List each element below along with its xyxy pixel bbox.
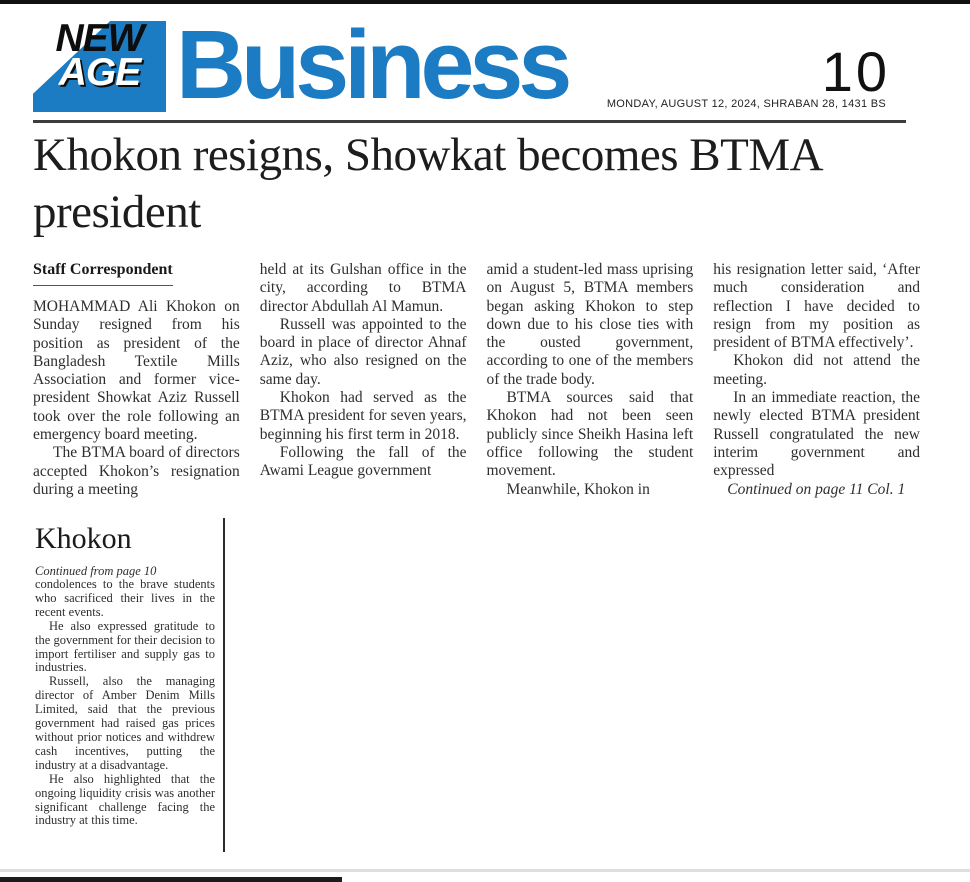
article-column-1 bbox=[33, 261, 240, 499]
article-paragraph: Russell was appointed to the board in place of director Ahnaf Aziz, who also resigned on the same day. bbox=[259, 315, 467, 388]
continued-on-note: Continued on page 11 Col. 1 bbox=[727, 480, 906, 498]
article-paragraph: Following the fall of the Awami League government bbox=[259, 443, 467, 480]
logo-line2: AGE bbox=[58, 51, 141, 95]
column-divider-rule bbox=[223, 518, 225, 852]
continuation-paragraph: He also highlighted that the ongoing liquidity crisis was another significant challenge facing the industry at this time. bbox=[35, 771, 215, 828]
article-column-2 bbox=[260, 261, 467, 499]
article-headline: Khokon resigns, Showkat becomes BTMA president bbox=[33, 129, 821, 239]
article-paragraph: Meanwhile, Khokon in bbox=[506, 480, 650, 498]
continued-from-note: Continued from page 10 bbox=[35, 564, 157, 578]
continuation-paragraph: Russell, also the managing director of Amber Denim Mills Limited, said that the previous government had raised gas prices without prior notices and withdrew cash incentives, putting the industry at a disadvantage. bbox=[35, 674, 215, 772]
article-paragraph: The BTMA board of directors accepted Khokon’s resignation during a meeting bbox=[33, 444, 240, 498]
top-edge-bar bbox=[0, 0, 970, 4]
article-paragraph: Khokon did not attend the meeting. bbox=[713, 352, 920, 388]
continuation-paragraph: He also expressed gratitude to the government for their decision to import fertiliser and supply gas to industries. bbox=[35, 618, 215, 675]
scan-edge-smudge bbox=[0, 869, 970, 872]
logo-line1: NEW bbox=[55, 17, 144, 60]
article-columns bbox=[33, 261, 920, 499]
article-paragraph: held at its Gulshan office in the city, according to BTMA director Abdullah Al Mamun. bbox=[259, 261, 467, 315]
continuation-paragraph: condolences to the brave students who sacrificed their lives in the recent events. bbox=[35, 577, 215, 619]
article-paragraph: In an immediate reaction, the newly elected BTMA president Russell congratulated the new interim government and expressed bbox=[713, 389, 920, 480]
article-paragraph: BTMA sources said that Khokon had not been seen publicly since Sheikh Hasina left office following the student movement. bbox=[486, 389, 694, 480]
article-paragraph: amid a student-led mass uprising on August 5, BTMA members began asking Khokon to step down due to his close ties with the ousted government, according to one of the members of the trade body. bbox=[486, 261, 694, 388]
logo-text bbox=[33, 17, 166, 95]
masthead-rule bbox=[33, 120, 906, 123]
newage-logo bbox=[33, 17, 166, 112]
article-paragraph: Khokon had served as the BTMA president for seven years, beginning his first term in 2018. bbox=[259, 389, 467, 443]
page-number: 10 bbox=[821, 40, 890, 103]
date-line: MONDAY, AUGUST 12, 2024, SHRABAN 28, 1431 BS bbox=[606, 98, 886, 110]
byline: Staff Correspondent bbox=[33, 261, 173, 286]
article-column-4 bbox=[713, 261, 920, 499]
continuation-block bbox=[35, 524, 215, 828]
article-paragraph: MOHAMMAD Ali Khokon on Sunday resigned from his position as president of the Bangladesh Textile Mills Association and former vice-president Showkat Aziz Russell took over the role following an emergency board meeting. bbox=[33, 298, 240, 444]
bottom-edge-bar bbox=[0, 877, 342, 882]
section-title: Business bbox=[176, 10, 568, 119]
article-column-3 bbox=[487, 261, 694, 499]
article-paragraph: his resignation letter said, ‘After much consideration and reflection I have decided to resign from my position as president of BTMA effectively’. bbox=[713, 261, 920, 352]
continuation-headline: Khokon bbox=[35, 522, 132, 555]
byline-wrap bbox=[33, 261, 240, 286]
